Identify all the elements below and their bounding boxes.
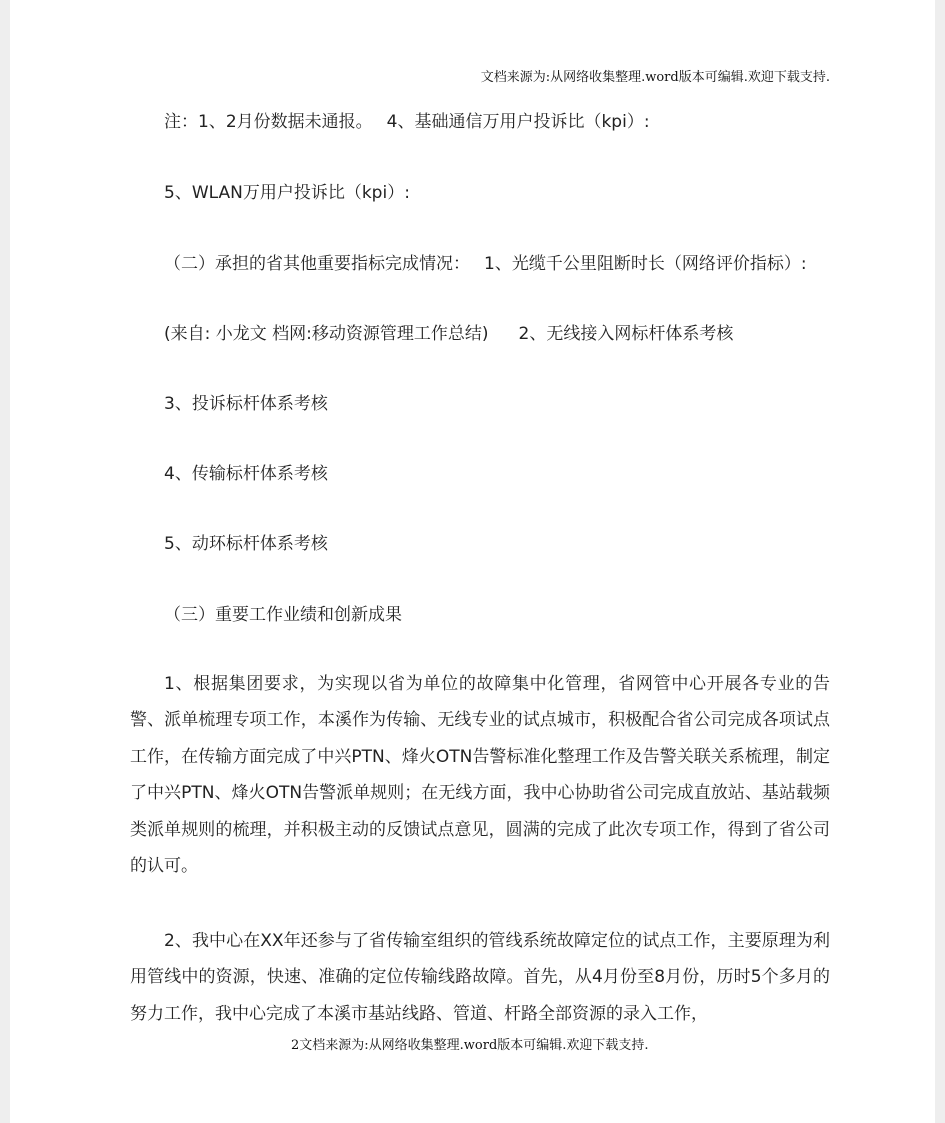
document-page	[10, 0, 935, 1123]
body-paragraph-2: 2、我中心在XX年还参与了省传输室组织的管线系统故障定位的试点工作，主要原理为利用管线中的资源，快速、准确的定位传输线路故障。首先，从4月份至8月份，历时5个多月的努力工作，我中心完成了本溪市基站线路、管道、杆路全部资源的录入工作，	[130, 931, 830, 1024]
body-paragraph-1: 1、根据集团要求，为实现以省为单位的故障集中化管理，省网管中心开展各专业的告警、派单梳理专项工作，本溪作为传输、无线专业的试点城市，积极配合省公司完成各项试点工作，在传输方面完成了中兴PTN、烽火OTN告警标准化整理工作及告警关联关系梳理，制定了中兴PTN、烽火OTN告警派单规则；在无线方面，我中心协助省公司完成直放站、基站载频类派单规则的梳理，并积极主动的反馈试点意见，圆满的完成了此次专项工作，得到了省公司的认可。	[130, 674, 830, 877]
header-source-note: 文档来源为:从网络收集整理.word版本可编辑.欢迎下载支持.	[480, 70, 830, 85]
body-line-section-two	[164, 254, 807, 274]
body-line-complaint-benchmark: 3、投诉标杆体系考核	[164, 394, 328, 414]
section-three-heading: （三）重要工作业绩和创新成果	[164, 605, 402, 625]
body-line-power-benchmark: 5、动环标杆体系考核	[164, 534, 328, 554]
footer	[291, 1034, 649, 1053]
page-number: 2	[291, 1038, 300, 1053]
body-line-wlan: 5、WLAN万用户投诉比（kpi）:	[164, 183, 410, 203]
body-line-transmission-benchmark: 4、传输标杆体系考核	[164, 464, 328, 484]
body-line-source	[164, 324, 733, 344]
fiber-outage-text: 1、光缆千公里阻断时长（网络评价指标）:	[484, 254, 807, 274]
source-citation: (来自: 小龙文 档网:移动资源管理工作总结)	[164, 324, 489, 344]
wireless-benchmark-text: 2、无线接入网标杆体系考核	[518, 324, 734, 344]
kpi-complaint-ratio-text: 4、基础通信万用户投诉比（kpi）:	[386, 112, 650, 132]
footer-source-note: 文档来源为:从网络收集整理.word版本可编辑.欢迎下载支持.	[299, 1038, 649, 1053]
body-line-note	[164, 112, 650, 132]
section-two-heading: （二）承担的省其他重要指标完成情况：	[164, 254, 470, 274]
note-text: 注：1、2月份数据未通报。	[164, 112, 373, 132]
